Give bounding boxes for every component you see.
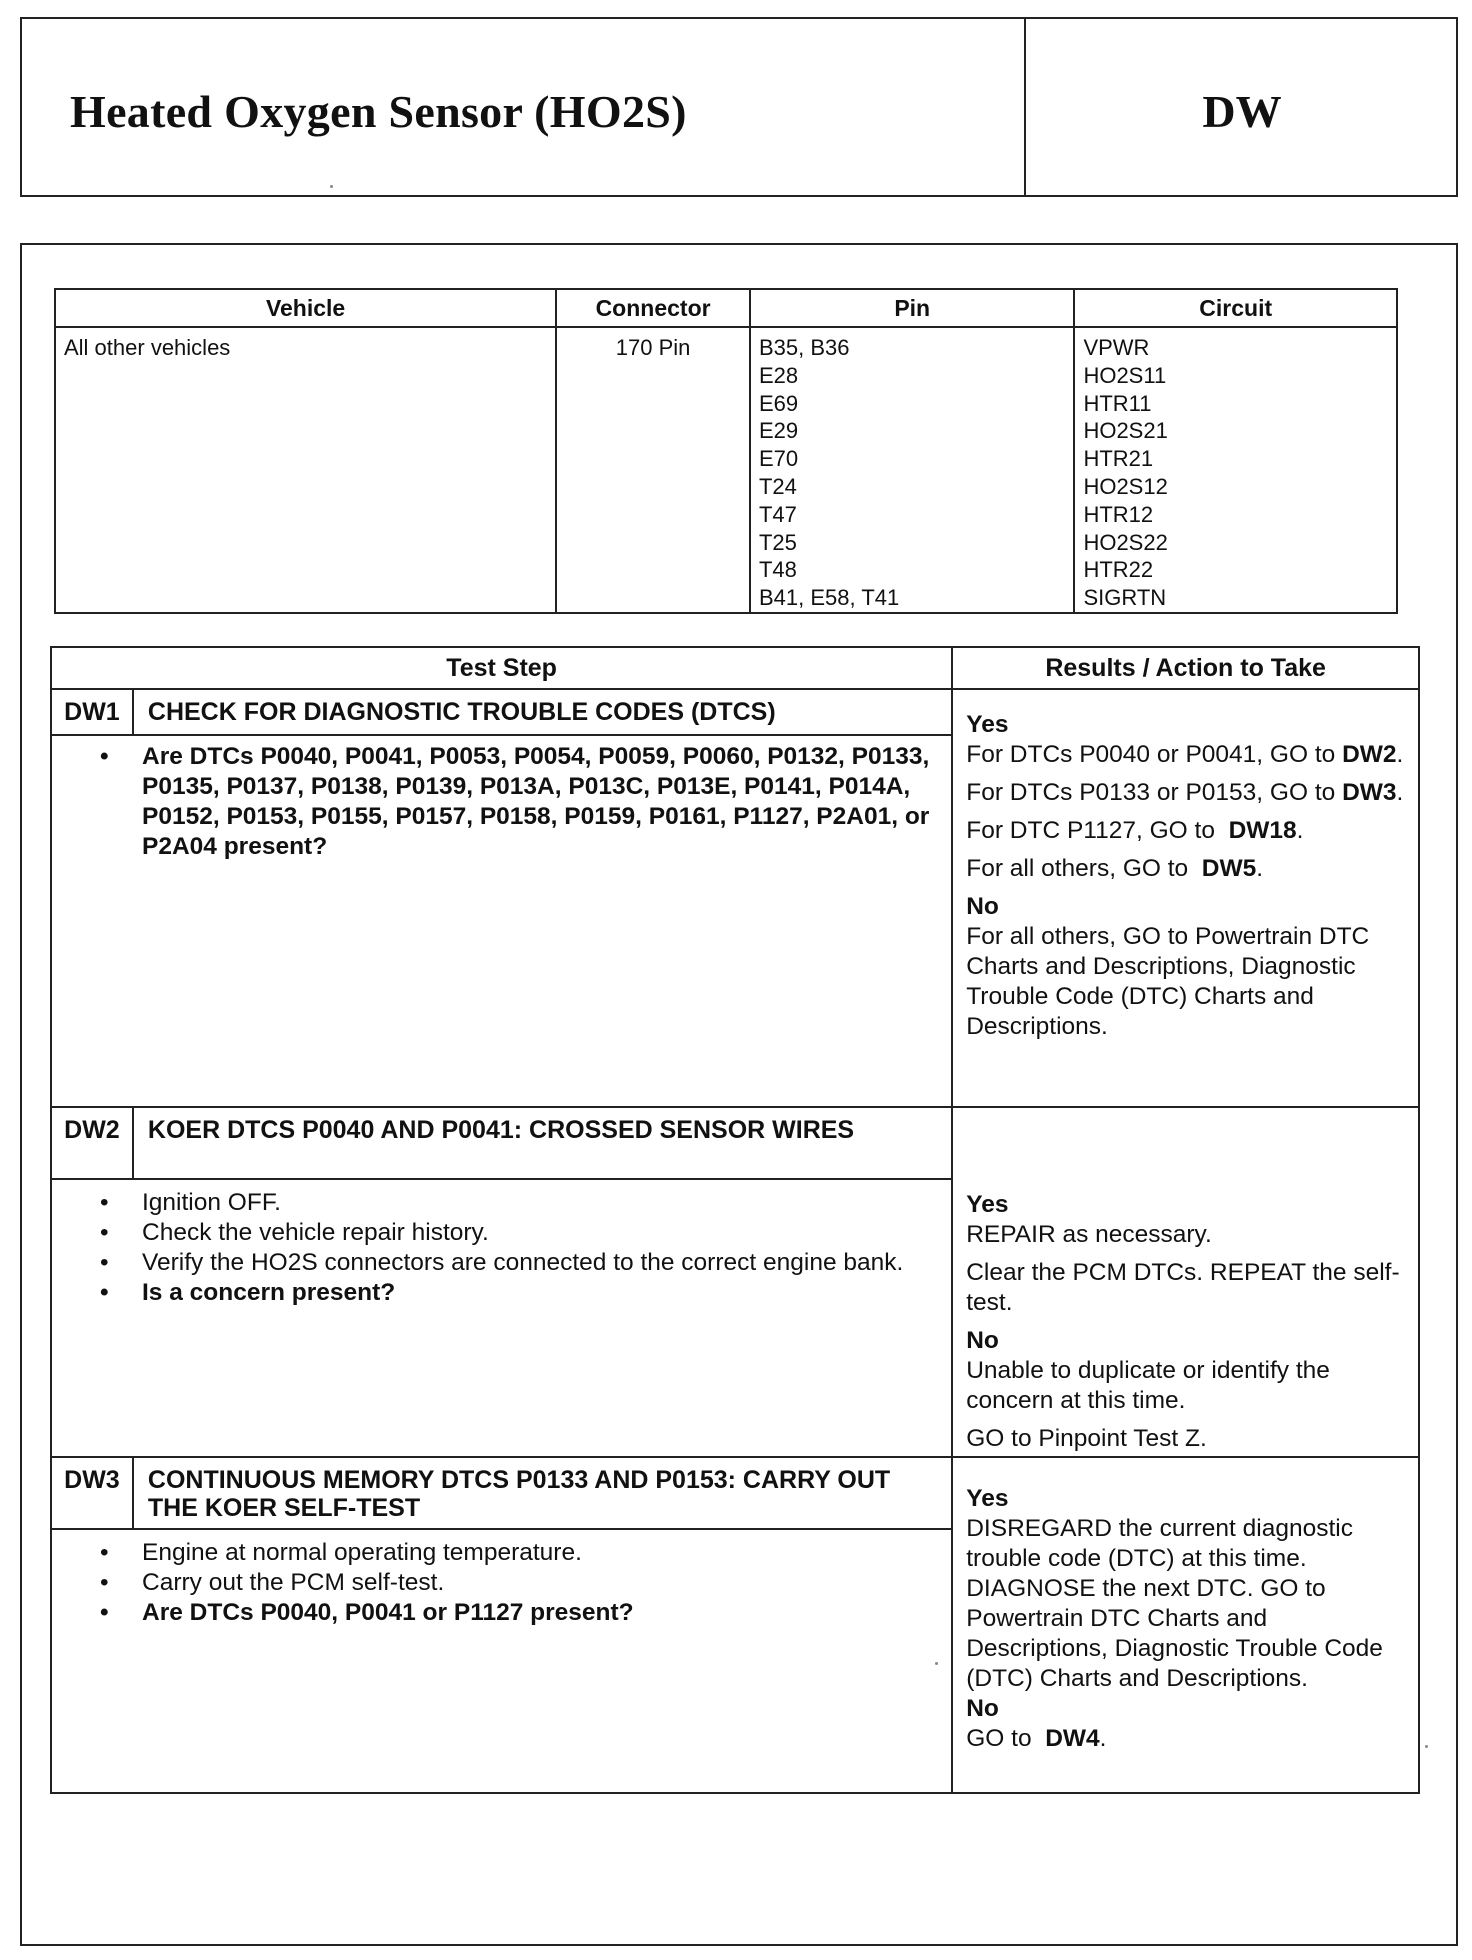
result-text: REPAIR as necessary. (966, 1221, 1212, 1248)
table-row (51, 1457, 1419, 1529)
yes-label: Yes (966, 711, 1009, 738)
step-title: CHECK FOR DIAGNOSTIC TROUBLE CODES (DTCS) (133, 689, 952, 735)
step-results (952, 1107, 1419, 1457)
pin-header-pin: Pin (750, 289, 1074, 327)
pin-table (54, 288, 1398, 614)
circuit-item: SIGRTN (1083, 585, 1167, 611)
pin-header-connector: Connector (556, 289, 750, 327)
pin-item: E29 (758, 418, 799, 444)
step-reference: DW2 (1342, 741, 1397, 768)
step-results: Yes For DTCs P0040 or P0041, GO to DW2. For DTCs P0133 or P0153, GO to DW3. For DTC P1127, GO to DW18. For all others, GO to DW5. No For all others, GO to Powertrain DTC Charts and Descriptions, Diagnostic Trouble Code (DTC) Charts and Descriptions. (952, 689, 1419, 1107)
pin-header-vehicle: Vehicle (55, 289, 556, 327)
step-reference: DW18 (1228, 817, 1297, 844)
step-bullet: • Carry out the PCM self-test. (142, 1568, 931, 1598)
step-bullet: • Verify the HO2S connectors are connected to the correct engine bank. (142, 1248, 931, 1278)
no-label: No (966, 893, 999, 920)
scan-speck (330, 185, 333, 188)
pin-item: E69 (758, 390, 799, 416)
pin-item: T47 (758, 501, 797, 527)
circuit-item: HO2S12 (1083, 473, 1168, 499)
step-id: DW2 (51, 1107, 133, 1179)
yes-label: Yes (966, 1191, 1009, 1218)
table-row (51, 1107, 1419, 1179)
step-bullet: • Are DTCs P0040, P0041, P0053, P0054, P0059, P0060, P0132, P0133, P0135, P0137, P0138, P0139, P013A, P013C, P013E, P0141, P014A, P0152, P0153, P0155, P0157, P0158, P0159, P0161, P1127, P2A01, or P2A04 present? (142, 742, 931, 862)
test-step-table (50, 646, 1420, 1794)
yes-label: Yes (966, 1485, 1009, 1512)
result-text: GO to Pinpoint Test Z. (966, 1425, 1207, 1452)
results-header: Results / Action to Take (952, 647, 1419, 689)
circuit-item: HTR11 (1083, 390, 1152, 416)
step-reference: DW3 (1342, 779, 1397, 806)
result-text: For all others, GO to (966, 855, 1189, 882)
pin-item: T48 (758, 557, 797, 583)
result-text: Unable to duplicate or identify the concern at this time. (966, 1357, 1330, 1414)
circuit-item: HO2S22 (1083, 529, 1168, 555)
step-bullet: • Ignition OFF. (142, 1188, 931, 1218)
step-body (51, 735, 952, 1107)
page-header (20, 17, 1458, 197)
step-bullet: • Is a concern present? (142, 1278, 931, 1308)
step-bullet: • Are DTCs P0040, P0041 or P1127 present? (142, 1598, 931, 1628)
step-id: DW1 (51, 689, 133, 735)
result-text: GO to (966, 1725, 1032, 1752)
result-text: Clear the PCM DTCs. REPEAT the self-test. (966, 1259, 1400, 1316)
circuit-item: HTR21 (1083, 446, 1154, 472)
pin-list (750, 327, 1074, 613)
step-reference: DW5 (1201, 855, 1257, 882)
circuit-item: VPWR (1083, 335, 1150, 360)
step-title: CONTINUOUS MEMORY DTCS P0133 AND P0153: CARRY OUT THE KOER SELF-TEST (133, 1457, 952, 1529)
step-id: DW3 (51, 1457, 133, 1529)
result-text: For DTCs P0133 or P0153, GO to (966, 779, 1336, 806)
page-title: Heated Oxygen Sensor (HO2S) (70, 86, 687, 137)
result-text: For DTCs P0040 or P0041, GO to (966, 741, 1336, 768)
step-title: KOER DTCS P0040 AND P0041: CROSSED SENSOR WIRES (133, 1107, 952, 1179)
circuit-item: HTR12 (1083, 501, 1154, 527)
connector-cell: 170 Pin (556, 327, 750, 613)
circuit-list (1074, 327, 1397, 613)
no-label: No (966, 1327, 999, 1354)
step-body (51, 1179, 952, 1457)
step-bullet: • Check the vehicle repair history. (142, 1218, 931, 1248)
section-code: DW (1202, 86, 1282, 137)
pin-item: B35, B36 (758, 335, 850, 360)
result-text: DISREGARD the current diagnostic trouble code (DTC) at this time. DIAGNOSE the next DTC. GO to Powertrain DTC Charts and Descriptions, Diagnostic Trouble Code (DTC) Charts and Descriptions. (966, 1515, 1383, 1692)
pin-item: E28 (758, 362, 799, 388)
table-row (51, 689, 1419, 735)
result-text: For all others, GO to Powertrain DTC Charts and Descriptions, Diagnostic Trouble Code (DTC) Charts and Descriptions. (966, 923, 1370, 1040)
pin-item: B41, E58, T41 (758, 585, 900, 611)
vehicle-cell: All other vehicles (55, 327, 556, 613)
pin-item: T25 (758, 529, 797, 555)
circuit-item: HO2S21 (1083, 418, 1168, 444)
step-reference: DW4 (1045, 1725, 1100, 1752)
circuit-item: HO2S11 (1083, 362, 1167, 388)
pin-item: T24 (758, 473, 797, 499)
circuit-item: HTR22 (1083, 557, 1154, 583)
scan-speck (935, 1662, 938, 1665)
step-body (51, 1529, 952, 1793)
no-label: No (966, 1695, 999, 1722)
result-text: For DTC P1127, GO to (966, 817, 1215, 844)
pin-header-circuit: Circuit (1074, 289, 1397, 327)
step-bullet: • Engine at normal operating temperature. (142, 1538, 931, 1568)
step-results: Yes DISREGARD the current diagnostic trouble code (DTC) at this time. DIAGNOSE the next DTC. GO to Powertrain DTC Charts and Descriptions, Diagnostic Trouble Code (DTC) Charts and Descriptions. No GO to DW4. (952, 1457, 1419, 1793)
scan-speck (1425, 1745, 1428, 1748)
test-step-header: Test Step (51, 647, 952, 689)
pin-item: E70 (758, 446, 799, 472)
table-row (55, 327, 1397, 613)
